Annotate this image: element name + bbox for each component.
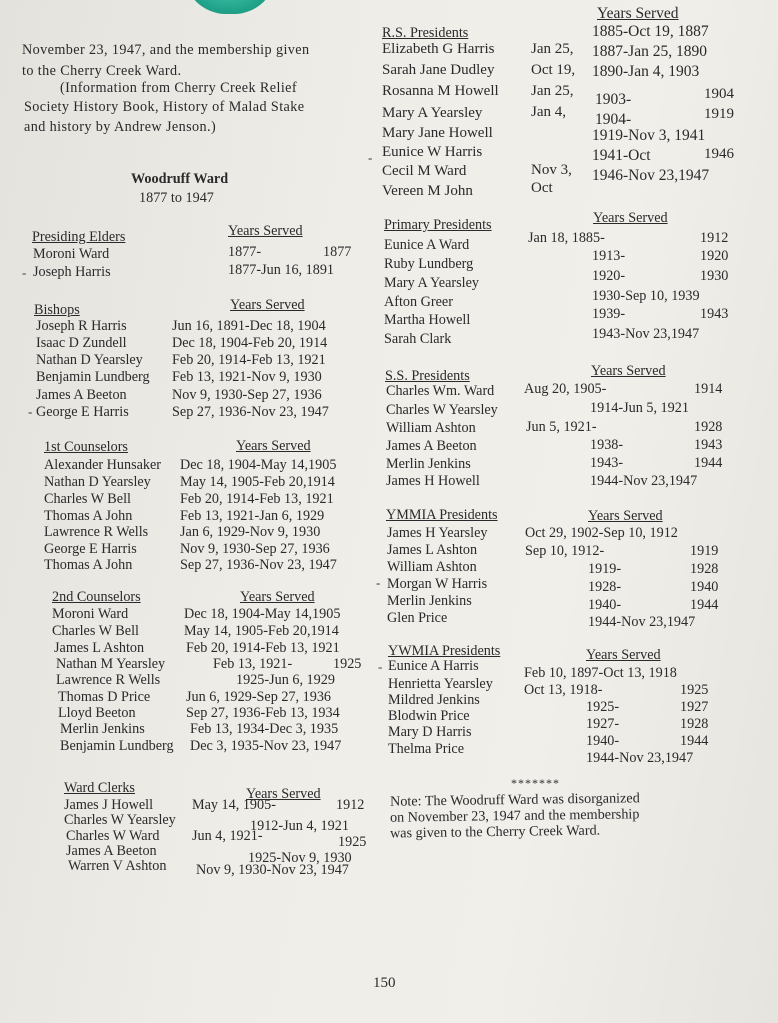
years-cell: Jun 16, 1891-Dec 18, 1904 bbox=[172, 318, 326, 334]
years-cell: Oct bbox=[531, 180, 553, 196]
years-cell: Jan 6, 1929-Nov 9, 1930 bbox=[180, 524, 321, 540]
pen-mark: - bbox=[378, 659, 383, 674]
pen-mark: - bbox=[28, 404, 33, 419]
name-cell: Merlin Jenkins bbox=[386, 456, 471, 472]
name-cell: Mary A Yearsley bbox=[384, 275, 479, 291]
name-cell: Benjamin Lundberg bbox=[36, 369, 150, 385]
name-cell: Mary D Harris bbox=[388, 724, 472, 740]
years-cell: 1927 bbox=[680, 699, 709, 715]
years-cell: Feb 13, 1934-Dec 3, 1935 bbox=[190, 721, 339, 737]
name-cell: Charles W Yearsley bbox=[386, 402, 498, 418]
name-cell: William Ashton bbox=[387, 559, 477, 575]
name-cell: James H Yearsley bbox=[387, 525, 488, 541]
years-cell: 1925 bbox=[680, 682, 709, 698]
years-cell: 1927- bbox=[586, 716, 620, 732]
years-cell: 1919-Nov 3, 1941 bbox=[592, 127, 706, 144]
name-cell: James A Beeton bbox=[66, 843, 157, 859]
name-cell: Rosanna M Howell bbox=[382, 83, 499, 99]
name-cell: Charles W Bell bbox=[52, 623, 139, 639]
years-cell: 1943-Nov 23,1947 bbox=[592, 326, 700, 342]
name-cell: Moroni Ward bbox=[33, 246, 110, 262]
years-cell: 1912 bbox=[336, 797, 365, 813]
years-cell: Feb 20, 1914-Feb 13, 1921 bbox=[172, 352, 326, 368]
years-heading: Years Served bbox=[591, 363, 666, 379]
years-cell: 1938- bbox=[590, 437, 624, 453]
section-heading: YWMIA Presidents bbox=[388, 643, 501, 659]
note-line: was given to the Cherry Creek Ward. bbox=[389, 822, 601, 842]
years-cell: Oct 19, bbox=[531, 62, 576, 78]
section-heading: 2nd Counselors bbox=[52, 589, 141, 605]
years-cell: Sep 27, 1936-Nov 23, 1947 bbox=[180, 557, 337, 573]
years-cell: 1912 bbox=[700, 230, 729, 246]
name-cell: Eunice W Harris bbox=[382, 144, 483, 160]
years-cell: 1944 bbox=[680, 733, 709, 749]
years-cell: Dec 3, 1935-Nov 23, 1947 bbox=[190, 738, 342, 754]
years-cell: Nov 9, 1930-Nov 23, 1947 bbox=[196, 862, 349, 878]
name-cell: Mildred Jenkins bbox=[388, 692, 480, 708]
years-cell: Jan 4, bbox=[531, 104, 566, 120]
name-cell: Alexander Hunsaker bbox=[44, 457, 161, 473]
name-cell: Nathan D Yearsley bbox=[44, 474, 151, 490]
years-cell: 1941-Oct bbox=[592, 147, 651, 164]
years-cell: Jan 18, 1885- bbox=[528, 230, 605, 246]
years-cell: 1885-Oct 19, 1887 bbox=[592, 23, 709, 40]
years-cell: 1946-Nov 23,1947 bbox=[592, 167, 710, 184]
years-cell: 1928 bbox=[690, 561, 719, 577]
years-cell: Feb 20, 1914-Feb 13, 1921 bbox=[180, 491, 334, 507]
name-cell: James L Ashton bbox=[54, 640, 145, 656]
pen-mark: - bbox=[376, 575, 381, 590]
years-cell: Jun 6, 1929-Sep 27, 1936 bbox=[186, 689, 332, 705]
note-line: Note: The Woodruff Ward was disorganized bbox=[389, 790, 640, 810]
years-cell: 1943 bbox=[700, 306, 729, 322]
name-cell: Charles W Ward bbox=[66, 828, 160, 844]
years-cell: Nov 3, bbox=[531, 162, 572, 178]
years-heading: Years Served bbox=[230, 297, 305, 313]
name-cell: Lawrence R Wells bbox=[44, 524, 149, 540]
section-heading: R.S. Presidents bbox=[382, 25, 469, 41]
years-cell: Dec 18, 1904-May 14,1905 bbox=[180, 457, 337, 473]
years-cell: 1930 bbox=[700, 268, 729, 284]
years-cell: 1944-Nov 23,1947 bbox=[588, 614, 696, 630]
years-cell: 1904- bbox=[595, 111, 632, 128]
name-cell: Glen Price bbox=[387, 610, 448, 626]
years-cell: 1890-Jan 4, 1903 bbox=[592, 63, 700, 80]
pen-mark: - bbox=[22, 265, 27, 280]
name-cell: Thomas A John bbox=[44, 557, 133, 573]
years-cell: 1940 bbox=[690, 579, 719, 595]
years-cell: 1944-Nov 23,1947 bbox=[590, 473, 698, 489]
years-heading: Years Served bbox=[593, 210, 668, 226]
section-heading: Presiding Elders bbox=[32, 229, 126, 245]
years-cell: 1913- bbox=[592, 248, 626, 264]
years-cell: 1904 bbox=[704, 86, 734, 102]
intro-line: to the Cherry Creek Ward. bbox=[22, 63, 182, 79]
name-cell: Benjamin Lundberg bbox=[60, 738, 174, 754]
years-cell: Feb 13, 1921-Nov 9, 1930 bbox=[172, 369, 322, 385]
name-cell: Blodwin Price bbox=[388, 708, 470, 724]
years-cell: 1940- bbox=[588, 597, 622, 613]
years-cell: May 14, 1905- bbox=[192, 797, 276, 813]
years-cell: 1944-Nov 23,1947 bbox=[586, 750, 694, 766]
name-cell: Cecil M Ward bbox=[382, 163, 467, 179]
years-cell: 1925- bbox=[586, 699, 620, 715]
name-cell: Sarah Clark bbox=[384, 331, 452, 347]
section-heading: Bishops bbox=[34, 302, 80, 318]
years-cell: Jun 5, 1921- bbox=[526, 419, 597, 435]
years-cell: Feb 13, 1921-Jan 6, 1929 bbox=[180, 508, 325, 524]
name-cell: Nathan M Yearsley bbox=[56, 656, 166, 672]
name-cell: James A Beeton bbox=[36, 387, 127, 403]
name-cell: Joseph Harris bbox=[33, 264, 111, 280]
section-heading: YMMIA Presidents bbox=[386, 507, 498, 523]
name-cell: Lloyd Beeton bbox=[58, 705, 136, 721]
years-cell: 1925-Nov 9, 1930 bbox=[248, 850, 352, 866]
years-cell: Feb 20, 1914-Feb 13, 1921 bbox=[186, 640, 340, 656]
years-heading: Years Served bbox=[236, 438, 311, 454]
years-cell: 1877 bbox=[323, 244, 352, 260]
years-cell: Sep 27, 1936-Feb 13, 1934 bbox=[186, 705, 340, 721]
name-cell: Ruby Lundberg bbox=[384, 256, 474, 272]
years-cell: 1928 bbox=[694, 419, 723, 435]
page-number: 150 bbox=[373, 975, 396, 991]
years-cell: 1903- bbox=[595, 91, 632, 108]
years-cell: Aug 20, 1905- bbox=[524, 381, 607, 397]
years-cell: 1920 bbox=[700, 248, 729, 264]
name-cell: Joseph R Harris bbox=[36, 318, 127, 334]
years-cell: 1912-Jun 4, 1921 bbox=[250, 818, 349, 834]
years-cell: 1943- bbox=[590, 455, 624, 471]
years-cell: 1877- bbox=[228, 244, 262, 260]
years-cell: 1930-Sep 10, 1939 bbox=[592, 288, 700, 304]
name-cell: Elizabeth G Harris bbox=[382, 41, 495, 57]
years-cell: 1925-Jun 6, 1929 bbox=[236, 672, 335, 688]
name-cell: Thomas A John bbox=[44, 508, 133, 524]
name-cell: William Ashton bbox=[386, 420, 476, 436]
years-cell: 1919- bbox=[588, 561, 622, 577]
ward-years: 1877 to 1947 bbox=[139, 190, 214, 206]
years-cell: Oct 29, 1902-Sep 10, 1912 bbox=[525, 525, 678, 541]
name-cell: James L Ashton bbox=[387, 542, 478, 558]
intro-line: Society History Book, History of Malad Stake bbox=[24, 99, 305, 115]
pen-mark: - bbox=[368, 150, 373, 165]
years-cell: 1944 bbox=[690, 597, 719, 613]
years-cell: Dec 18, 1904-Feb 20, 1914 bbox=[172, 335, 328, 351]
years-cell: Feb 13, 1921- bbox=[213, 656, 293, 672]
intro-line: and history by Andrew Jenson.) bbox=[24, 119, 217, 135]
years-cell: Nov 9, 1930-Sep 27, 1936 bbox=[172, 387, 322, 403]
name-cell: James H Howell bbox=[386, 473, 480, 489]
name-cell: Mary A Yearsley bbox=[382, 105, 483, 121]
years-cell: Feb 10, 1897-Oct 13, 1918 bbox=[524, 665, 677, 681]
years-cell: 1919 bbox=[704, 106, 734, 122]
name-cell: Eunice A Ward bbox=[384, 237, 470, 253]
years-cell: 1928 bbox=[680, 716, 709, 732]
years-heading: Years Served bbox=[246, 786, 321, 802]
note-line: on November 23, 1947 and the membership bbox=[389, 806, 640, 826]
years-cell: Sep 10, 1912- bbox=[525, 543, 605, 559]
years-cell: Dec 18, 1904-May 14,1905 bbox=[184, 606, 341, 622]
name-cell: George E Harris bbox=[44, 541, 137, 557]
name-cell: Charles W Bell bbox=[44, 491, 131, 507]
name-cell: Merlin Jenkins bbox=[387, 593, 472, 609]
years-cell: 1925 bbox=[338, 834, 367, 850]
years-cell: 1887-Jan 25, 1890 bbox=[592, 43, 707, 60]
years-heading: Years Served bbox=[228, 223, 303, 239]
years-cell: Sep 27, 1936-Nov 23, 1947 bbox=[172, 404, 329, 420]
years-cell: 1944 bbox=[694, 455, 723, 471]
years-cell: 1940- bbox=[586, 733, 620, 749]
section-heading: Ward Clerks bbox=[64, 780, 135, 796]
years-cell: 1928- bbox=[588, 579, 622, 595]
section-heading: S.S. Presidents bbox=[385, 368, 470, 384]
name-cell: Afton Greer bbox=[384, 294, 453, 310]
years-cell: Jan 25, bbox=[531, 41, 574, 57]
intro-line: November 23, 1947, and the membership given bbox=[22, 42, 310, 58]
name-cell: Mary Jane Howell bbox=[382, 125, 493, 141]
name-cell: Morgan W Harris bbox=[387, 576, 488, 592]
name-cell: Lawrence R Wells bbox=[56, 672, 161, 688]
name-cell: Isaac D Zundell bbox=[36, 335, 127, 351]
years-cell: May 14, 1905-Feb 20,1914 bbox=[180, 474, 335, 490]
name-cell: James A Beeton bbox=[386, 438, 477, 454]
name-cell: Charles W Yearsley bbox=[64, 812, 176, 828]
name-cell: Henrietta Yearsley bbox=[388, 676, 493, 692]
years-cell: 1925 bbox=[333, 656, 362, 672]
ward-title: Woodruff Ward bbox=[131, 171, 229, 187]
section-heading: 1st Counselors bbox=[44, 439, 128, 455]
years-cell: 1943 bbox=[694, 437, 723, 453]
years-heading: Years Served bbox=[240, 589, 315, 605]
name-cell: George E Harris bbox=[36, 404, 129, 420]
years-heading: Years Served bbox=[588, 508, 663, 524]
name-cell: Sarah Jane Dudley bbox=[382, 62, 495, 78]
years-cell: 1877-Jun 16, 1891 bbox=[228, 262, 335, 278]
years-cell: Nov 9, 1930-Sep 27, 1936 bbox=[180, 541, 330, 557]
years-heading: Years Served bbox=[597, 5, 679, 22]
section-heading: Primary Presidents bbox=[384, 217, 492, 233]
name-cell: Thomas D Price bbox=[58, 689, 151, 705]
name-cell: Martha Howell bbox=[384, 312, 471, 328]
years-heading: Years Served bbox=[586, 647, 661, 663]
name-cell: Moroni Ward bbox=[52, 606, 129, 622]
years-cell: Jan 25, bbox=[531, 83, 574, 99]
years-cell: Jun 4, 1921- bbox=[192, 828, 263, 844]
name-cell: Eunice A Harris bbox=[388, 658, 479, 674]
name-cell: Charles Wm. Ward bbox=[386, 383, 495, 399]
years-cell: 1914-Jun 5, 1921 bbox=[590, 400, 689, 416]
years-cell: 1939- bbox=[592, 306, 626, 322]
separator: ******* bbox=[511, 776, 560, 790]
years-cell: 1920- bbox=[592, 268, 626, 284]
intro-line: (Information from Cherry Creek Relief bbox=[60, 80, 297, 96]
name-cell: Nathan D Yearsley bbox=[36, 352, 143, 368]
years-cell: 1914 bbox=[694, 381, 723, 397]
name-cell: Thelma Price bbox=[388, 741, 465, 757]
teal-object bbox=[184, 0, 276, 14]
years-cell: Oct 13, 1918- bbox=[524, 682, 603, 698]
name-cell: Merlin Jenkins bbox=[60, 721, 145, 737]
years-cell: 1946 bbox=[704, 146, 734, 162]
name-cell: James J Howell bbox=[64, 797, 154, 813]
years-cell: May 14, 1905-Feb 20,1914 bbox=[184, 623, 339, 639]
name-cell: Warren V Ashton bbox=[68, 858, 167, 874]
name-cell: Vereen M John bbox=[382, 183, 473, 199]
years-cell: 1919 bbox=[690, 543, 719, 559]
